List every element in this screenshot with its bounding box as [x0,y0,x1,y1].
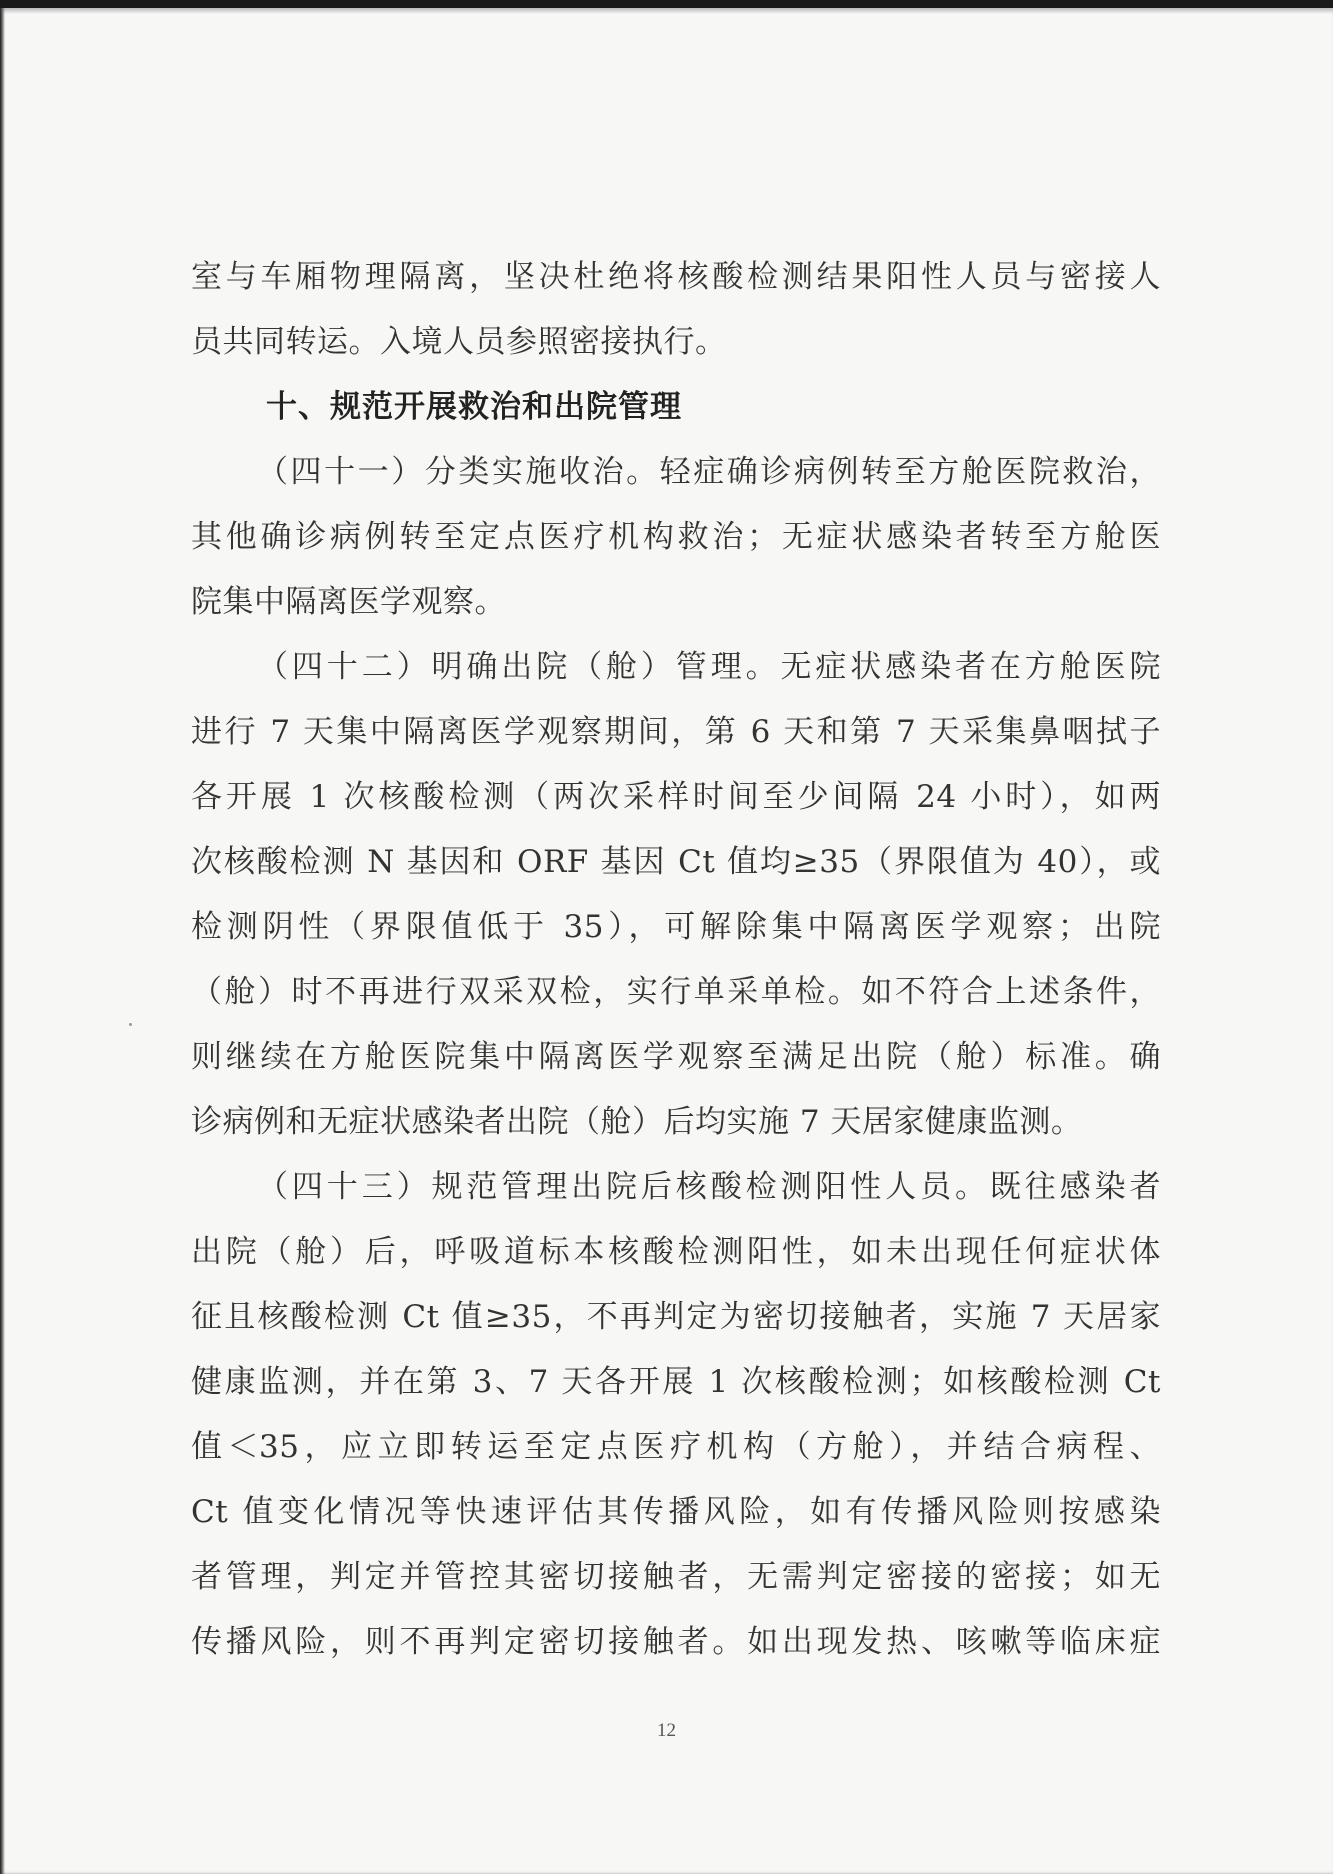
paragraph-43-line-1: （四十三）规范管理出院后核酸检测阳性人员。既往感染者 [257,1169,1161,1205]
paragraph-42-line-5: 检测阴性（界限值低于 35），可解除集中隔离医学观察；出院 [191,909,1161,945]
text-line-1: 室与车厢物理隔离，坚决杜绝将核酸检测结果阳性人员与密接人 [191,259,1161,295]
paragraph-41-line-1: （四十一）分类实施收治。轻症确诊病例转至方舱医院救治， [257,454,1161,490]
paragraph-42-line-6: （舱）时不再进行双采双检，实行单采单检。如不符合上述条件， [191,974,1161,1010]
section-heading: 十、规范开展救治和出院管理 [266,389,682,425]
scan-top-shadow [0,8,1333,14]
paragraph-43-line-7: 者管理，判定并管控其密切接触者，无需判定密接的密接；如无 [191,1559,1161,1595]
scan-left-edge [0,8,5,1874]
paragraph-41-line-2: 其他确诊病例转至定点医疗机构救治；无症状感染者转至方舱医 [191,519,1161,555]
document-page [0,8,1333,1874]
paragraph-42-line-2: 进行 7 天集中隔离医学观察期间，第 6 天和第 7 天采集鼻咽拭子 [191,714,1161,750]
text-line-2: 员共同转运。入境人员参照密接执行。 [191,324,727,360]
body-text [191,245,1161,1675]
paragraph-43-line-8: 传播风险，则不再判定密切接触者。如出现发热、咳嗽等临床症 [191,1624,1161,1660]
paragraph-42-line-4: 次核酸检测 N 基因和 ORF 基因 Ct 值均≥35（界限值为 40），或 [191,844,1161,880]
paragraph-43-line-2: 出院（舱）后，呼吸道标本核酸检测阳性，如未出现任何症状体 [191,1234,1161,1270]
scan-speck [129,1023,132,1026]
paragraph-41-line-3: 院集中隔离医学观察。 [191,584,506,620]
paragraph-42-line-7: 则继续在方舱医院集中隔离医学观察至满足出院（舱）标准。确 [191,1039,1161,1075]
page-number: 12 [657,1720,676,1741]
paragraph-42-line-8: 诊病例和无症状感染者出院（舱）后均实施 7 天居家健康监测。 [191,1104,1083,1140]
paragraph-43-line-6: Ct 值变化情况等快速评估其传播风险，如有传播风险则按感染 [191,1494,1161,1530]
paragraph-43-line-3: 征且核酸检测 Ct 值≥35，不再判定为密切接触者，实施 7 天居家 [191,1299,1161,1335]
paragraph-42-line-3: 各开展 1 次核酸检测（两次采样时间至少间隔 24 小时），如两 [191,779,1161,815]
paragraph-42-line-1: （四十二）明确出院（舱）管理。无症状感染者在方舱医院 [257,649,1161,685]
paragraph-43-line-4: 健康监测，并在第 3、7 天各开展 1 次核酸检测；如核酸检测 Ct [191,1364,1161,1400]
paragraph-43-line-5: 值＜35，应立即转运至定点医疗机构（方舱），并结合病程、 [191,1429,1161,1465]
